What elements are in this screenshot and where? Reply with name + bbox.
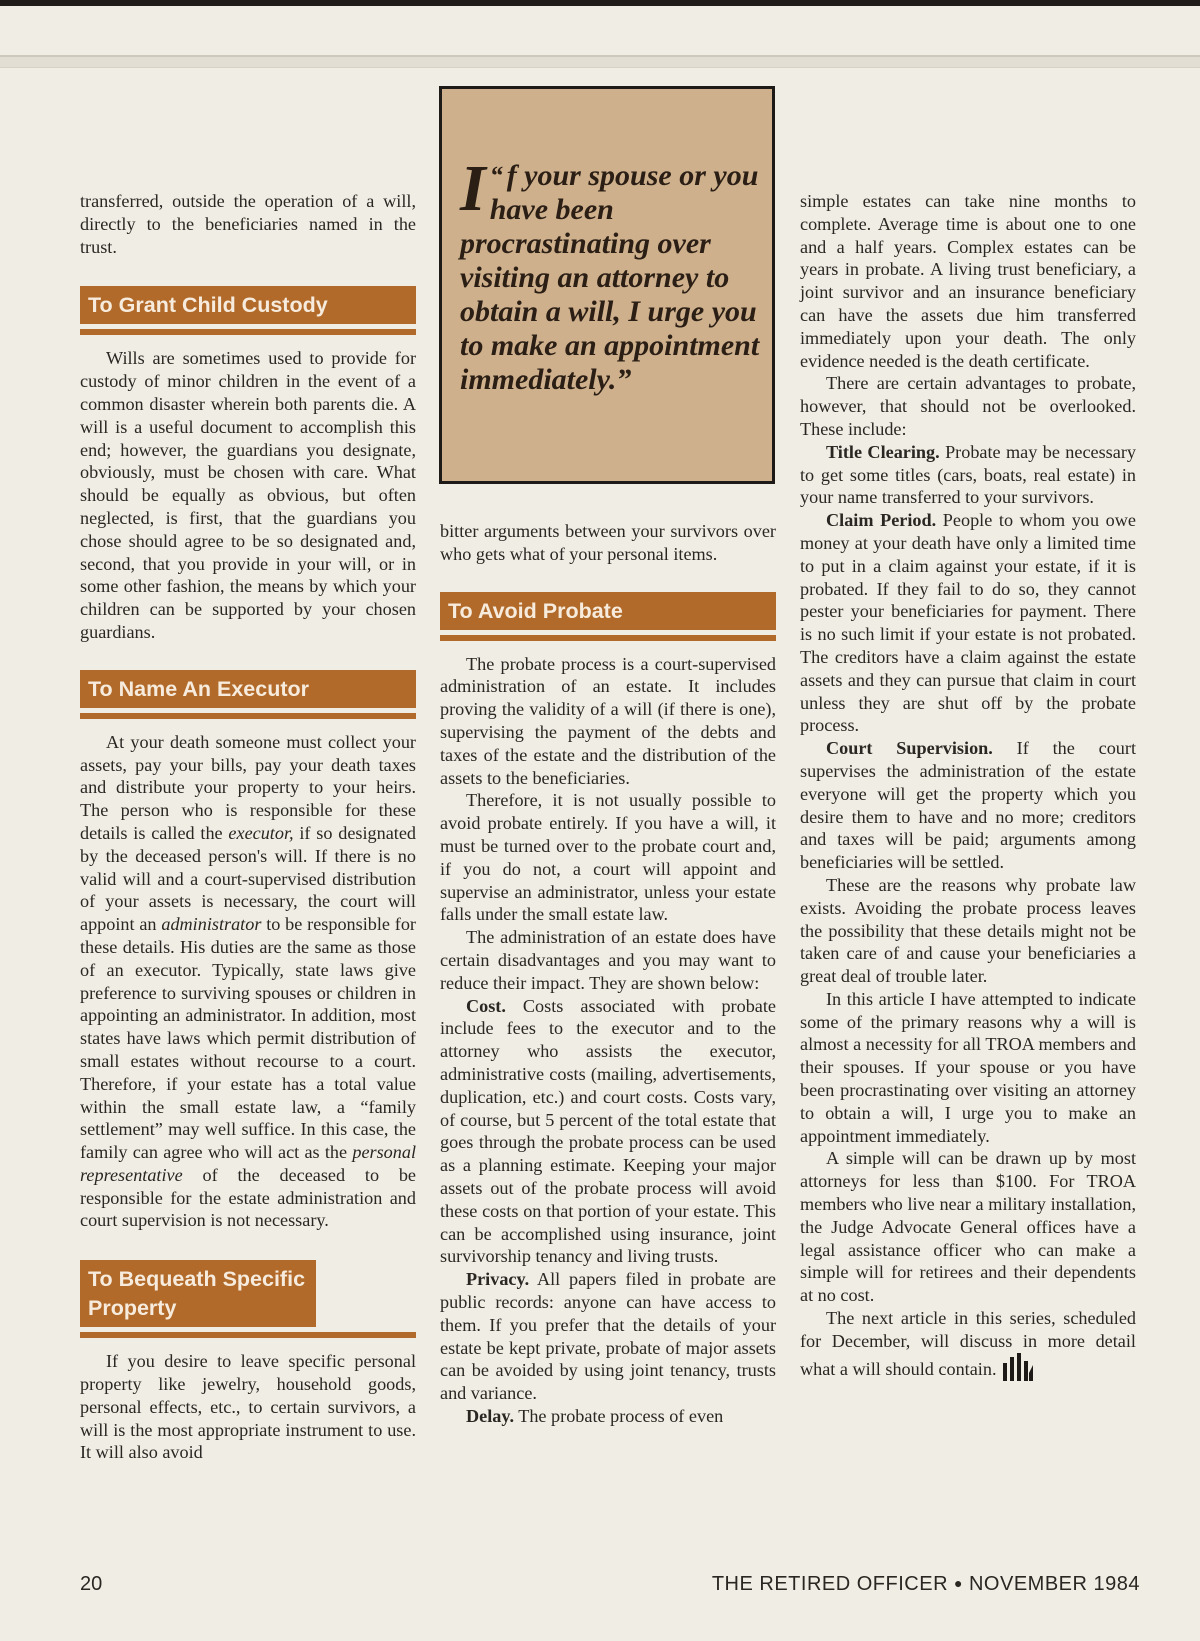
heading-rule [440,635,776,641]
text-run: Costs associated with probate include fees to the executor and to the attorney who assists the executor, administrative costs (mailing, advertisements, duplication, etc.) and court costs. Costs vary, of course, but 5 percent of the total estate that goes through the probate process can be used as a planning estimate. Keeping your major assets out of the probate process will avoid these costs on that portion of your estate. This can be accomplished using insurance, joint survivorship tenancy and living trusts. [440,995,776,1267]
paragraph: In this article I have attempted to indicate some of the primary reasons why a will is almost a necessity for all TROA members and their spouses. If your spouse or you have been procrastinating over visiting an attorney to obtain a will, I urge you to make an appointment immediately. [800,988,1136,1146]
end-mark-icon [1001,1353,1035,1383]
heading-rule [80,713,416,719]
emphasis-administrator: administrator [161,914,262,935]
paragraph: Wills are sometimes used to provide for custody of minor children in the event of a common disaster wherein both parents die. A will is a useful document to accomplish this end; however, the guardians you designate, obviously, must be chosen with care. What should be equally as obvious, but often neglected, is first, that the guardians you chose should agree to be so designated and, second, that you provide in your will, or in some other fashion, the means by which your children can be supported by your chosen guardians. [80,348,416,642]
paragraph-delay [440,1405,776,1428]
run-in-head: Claim Period. [826,510,937,531]
emphasis-personal-representative: personal representative [80,1142,416,1185]
text-run: People to whom you owe money at your death have only a limited time to put in a claim against your estate, if it is probated. If they fail to do so, they cannot pester your beneficiaries for payment. There is no such limit if your estate is not probated. The creditors have a claim against the estate assets and they can pursue that claim in court unless they are shut off by the probate process. [800,510,1136,736]
column-middle [440,520,776,1428]
text-run: All papers filed in probate are public records: anyone can have access to them. If you prefer that the details of your estate be kept private, probate of major assets can be avoided by using joint tenancy, trusts and variance. [440,1269,776,1404]
run-in-head: Cost. [466,995,506,1016]
paragraph: Therefore, it is not usually possible to avoid probate entirely. If you have a will, it must be turned over to the probate court and, if you do not, a court will appoint and supervise an administrator, unless your estate falls under the small estate law. [440,790,776,925]
open-quote-mark: “ [489,161,503,190]
paragraph: A simple will can be drawn up by most attorneys for less than $100. For TROA members who live near a military installation, the Judge Advocate General offices have a legal assistance officer who can make a simple will for retirees and their dependents at no cost. [800,1148,1136,1306]
page-number: 20 [80,1573,103,1595]
paragraph: The probate process is a court-supervised administration of an estate. It includes proving the validity of a will (if there is one), supervising the payment of the debts and taxes of the estate and the distribution of the assets to the beneficiaries. [440,653,776,788]
text-run: The probate process of even [514,1405,724,1426]
heading-label: To Bequeath Specific Property [80,1260,316,1327]
heading-label: To Avoid Probate [440,592,776,630]
pull-quote-text [460,152,760,397]
paragraph: transferred, outside the operation of a will, directly to the beneficiaries named in the trust. [80,191,416,257]
footer-bullet: ● [954,1575,963,1591]
paragraph-title-clearing [800,441,1136,509]
paragraph-executor [80,731,416,1233]
emphasis-executor: executor, [228,822,294,843]
drop-cap: I [460,152,486,225]
heading-rule [80,1332,416,1338]
section-heading-bequeath [80,1260,416,1338]
paragraph-privacy [440,1268,776,1405]
publication-name: THE RETIRED OFFICER [711,1573,949,1595]
paragraph: The administration of an estate does have certain disadvantages and you may want to reduce their impact. They are shown below: [440,927,776,993]
heading-label: To Grant Child Custody [80,286,416,324]
text-run: of the deceased to be responsible for the estate administration and court supervision is not necessary. [80,1164,416,1231]
top-edge-band [0,0,1200,6]
issue-date: NOVEMBER 1984 [968,1573,1140,1595]
paragraph: These are the reasons why probate law exists. Avoiding the probate process leaves the possibility that these details might not be taken care of and cause your beneficiaries a great deal of trouble later. [800,874,1136,987]
text-run: if so designated by the deceased person's will. If there is no valid will and a court-supervised distribution of your assets is necessary, the court will appoint an [80,822,416,935]
run-in-head: Delay. [466,1405,514,1426]
text-run: At your death someone must collect your assets, pay your bills, pay your death taxes and distribute your property to your heirs. The person who is responsible for these details is called the [80,731,416,843]
column-right [800,190,1136,1383]
run-in-head: Court Supervision. [826,738,993,759]
section-heading-child-custody [80,286,416,335]
paragraph: simple estates can take nine months to complete. Average time is about one to one and a half years. Complex estates can be years in probate. A living trust beneficiary, a joint survivor and an insurance beneficiary can have the assets due him transferred immediately upon your death. The only evidence needed is the death certificate. [800,191,1136,371]
paragraph: There are certain advantages to probate, however, that should not be overlooked. These include: [800,373,1136,439]
heading-rule [80,329,416,335]
column-left [80,190,416,1464]
text-run: If the court supervises the administration of the estate everyone will get the property which you desire them to have and no more; creditors and taxes will be paid; arguments among beneficiaries will be settled. [800,738,1137,873]
paragraph-claim-period [800,509,1136,737]
section-heading-avoid-probate [440,592,776,641]
paragraph: bitter arguments between your survivors over who gets what of your personal items. [440,521,776,564]
top-page-rule [0,55,1200,68]
pull-quote-body: f your spouse or you have been procrastinating over visiting an attorney to obtain a will, I urge you to make an appointment immediately.” [460,159,760,396]
text-run: Probate may be necessary to get some titles (cars, boats, real estate) in your name transferred to your survivors. [800,441,1136,508]
pull-quote-box [439,86,775,484]
paragraph-court-supervision [800,737,1136,874]
paragraph-cost [440,995,776,1269]
run-in-head: Title Clearing. [826,441,940,462]
paragraph: If you desire to leave specific personal property like jewelry, household goods, personal effects, etc., to certain survivors, a will is the most appropriate instrument to use. It will also avoid [80,1351,416,1463]
run-in-head: Privacy. [466,1269,530,1290]
heading-label: To Name An Executor [80,670,416,708]
text-run: The next article in this series, scheduled for December, will discuss in more detail what a will should contain. [800,1308,1136,1379]
footer-masthead [712,1573,1140,1596]
text-run: to be responsible for these details. His duties are the same as those of an executor. Typically, state laws give preference to surviving spouses or children in appointing an administrator. In addition, most states have laws which permit distribution of small estates without recourse to a court. Therefore, if your estate has a total value within the small estate law, a “family settlement” may well suffice. In this case, the family can agree who will act as the [80,914,416,1163]
paragraph-final [800,1307,1136,1383]
section-heading-executor [80,670,416,719]
